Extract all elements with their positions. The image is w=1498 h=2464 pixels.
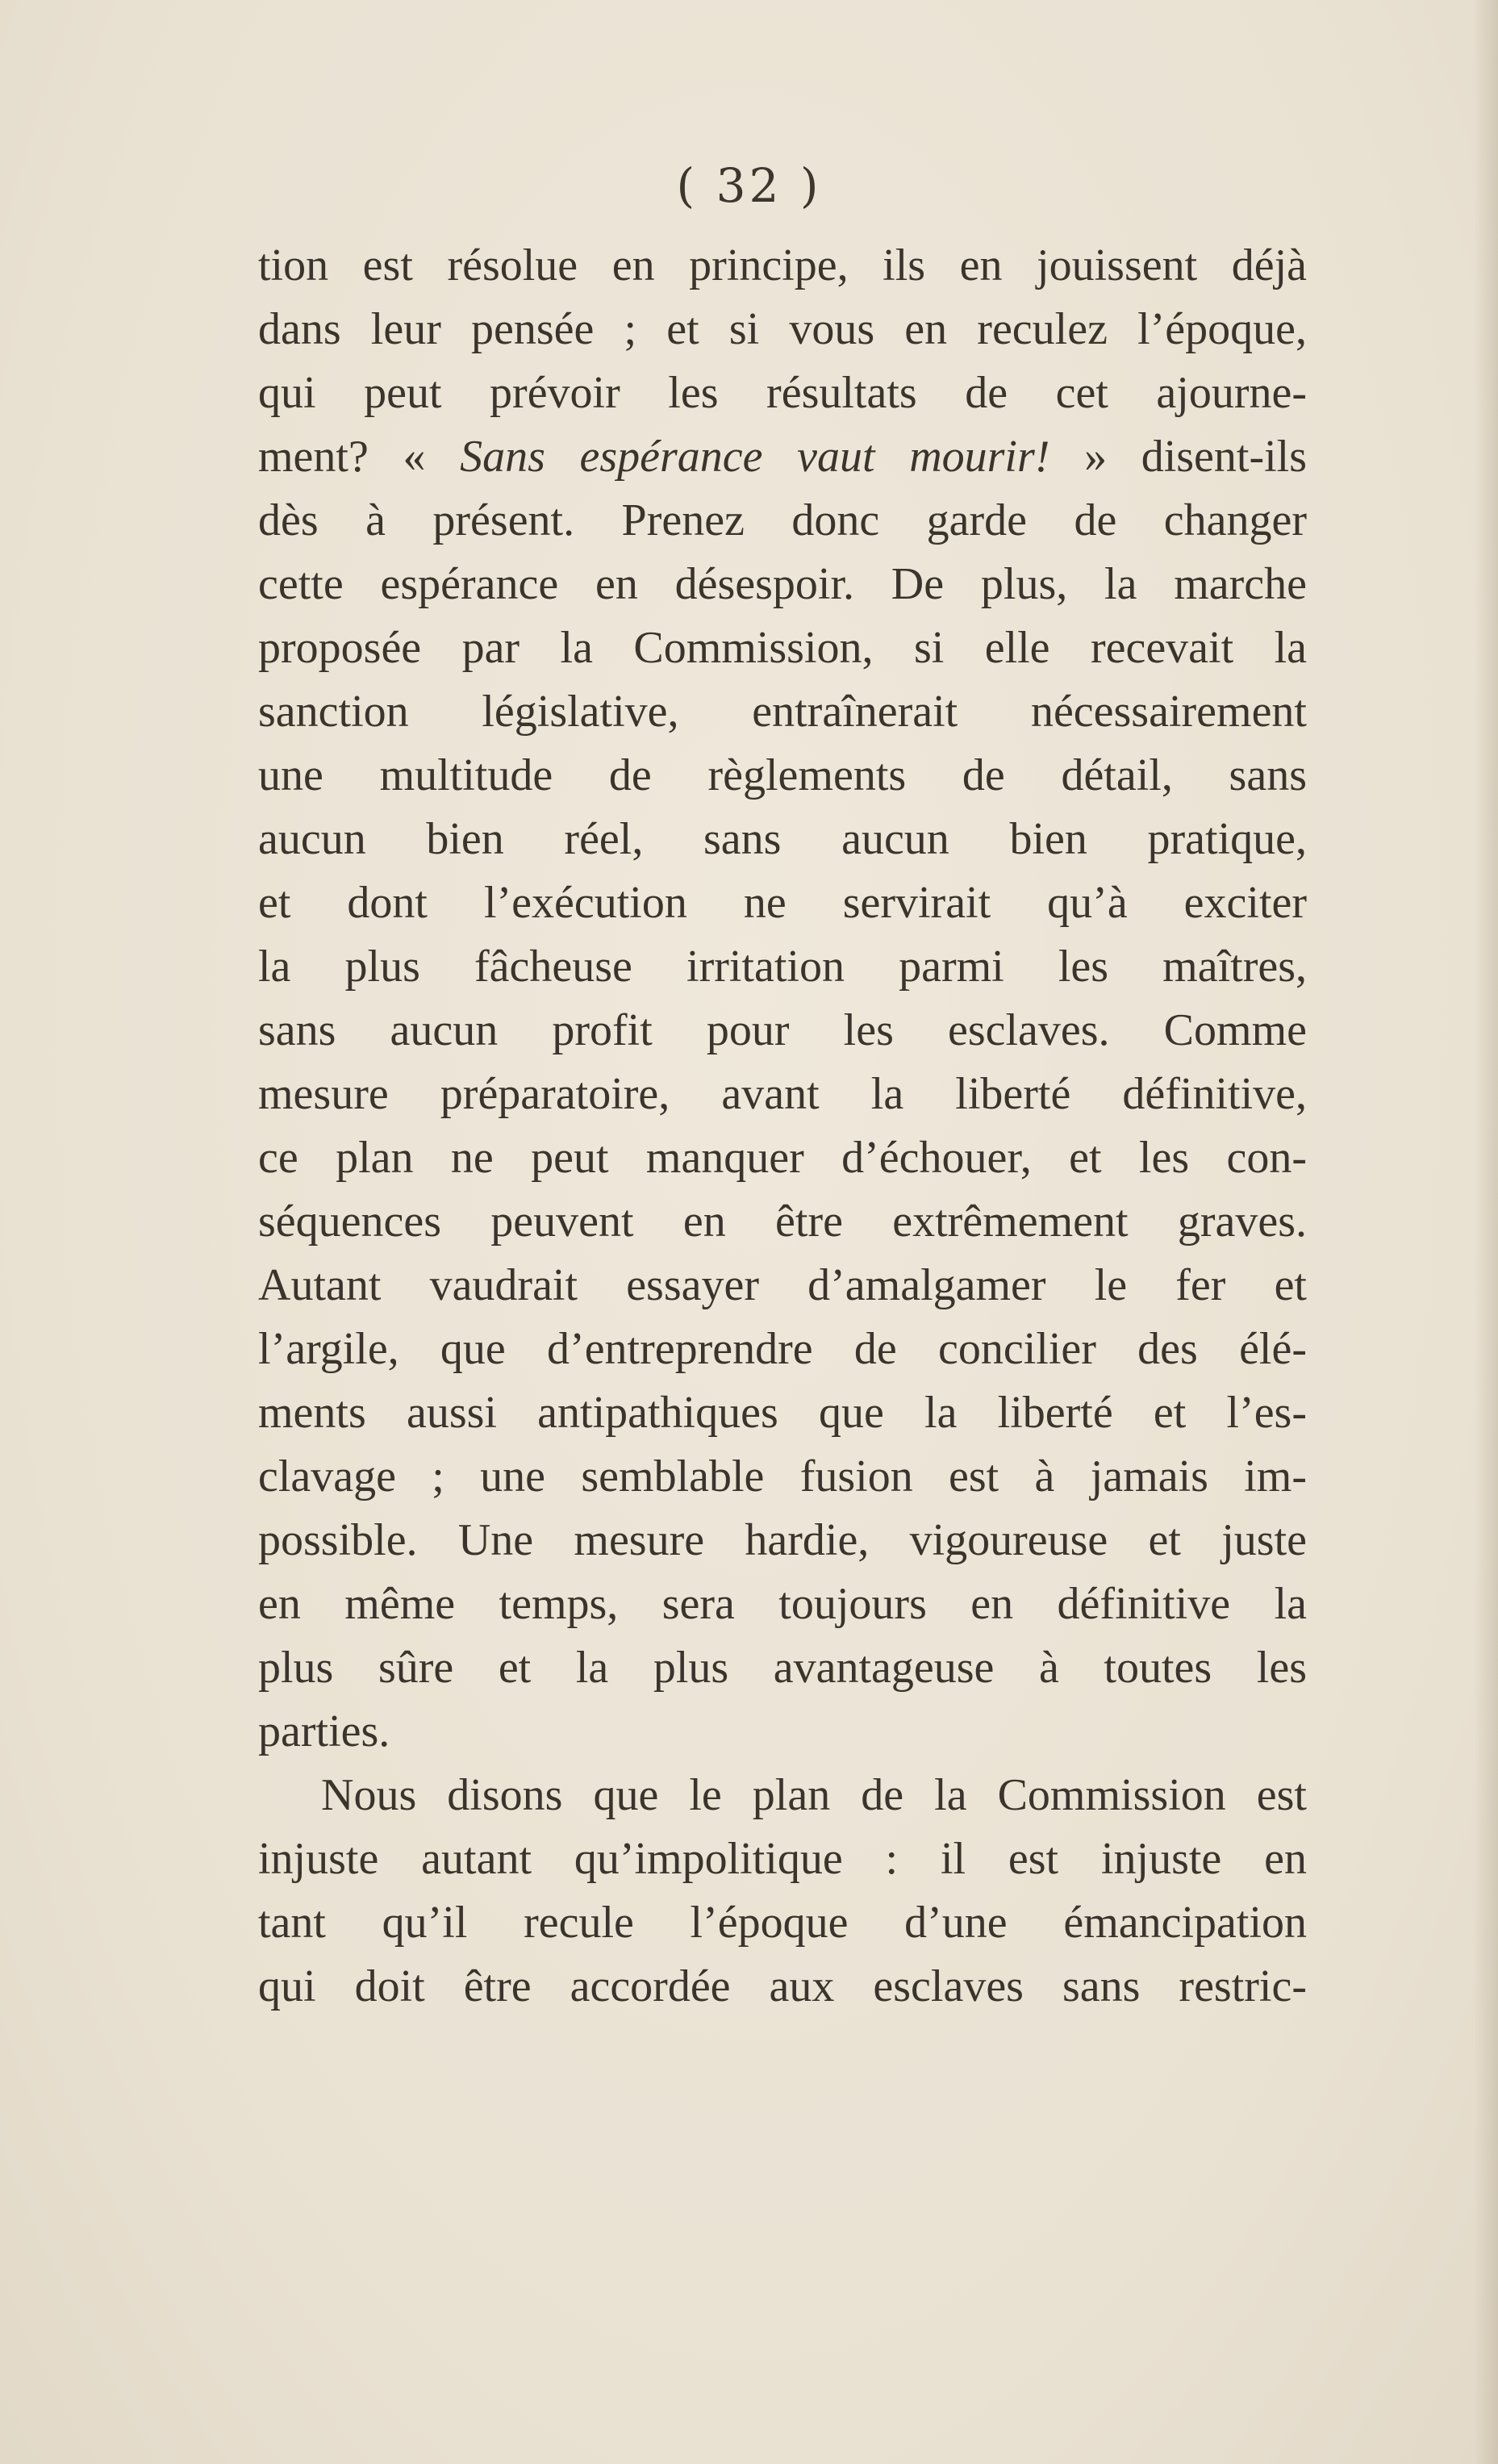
text-line: sanction législative, entraînerait nécessairement [258, 687, 1307, 737]
text-line: qui peut prévoir les résultats de cet ajourne- [258, 368, 1307, 418]
text-segment: » disent-ils [1049, 432, 1308, 482]
text-line: proposée par la Commission, si elle recevait la [258, 623, 1307, 673]
text-line: tion est résolue en principe, ils en jouissent déjà [258, 240, 1307, 290]
text-line: la plus fâcheuse irritation parmi les maîtres, [258, 942, 1307, 992]
text-line: tant qu’il recule l’époque d’une émancipation [258, 1898, 1307, 1948]
text-line: dans leur pensée ; et si vous en reculez l’époque, [258, 304, 1307, 354]
text-line: dès à présent. Prenez donc garde de changer [258, 495, 1307, 545]
text-line: ments aussi antipathiques que la liberté et l’es- [258, 1388, 1307, 1438]
text-line: mesure préparatoire, avant la liberté définitive, [258, 1069, 1307, 1119]
text-line: injuste autant qu’impolitique : il est injuste en [258, 1834, 1307, 1884]
italic-quote: Sans espérance vaut mourir! [460, 432, 1050, 482]
text-line [258, 425, 1307, 489]
text-line: clavage ; une semblable fusion est à jamais im- [258, 1451, 1307, 1501]
text-line: plus sûre et la plus avantageuse à toutes les [258, 1643, 1307, 1693]
text-line: aucun bien réel, sans aucun bien pratique, [258, 814, 1307, 864]
text-line: possible. Une mesure hardie, vigoureuse et juste [258, 1515, 1307, 1565]
page-edge-shadow [1474, 0, 1498, 2464]
text-line: Autant vaudrait essayer d’amalgamer le fer et [258, 1260, 1307, 1310]
body-text [258, 234, 1307, 2019]
text-line: parties. [258, 1706, 390, 1756]
text-segment: ment? « [258, 432, 461, 482]
text-line: cette espérance en désespoir. De plus, la marche [258, 559, 1307, 609]
text-line: en même temps, sera toujours en définitive la [258, 1579, 1307, 1629]
text-line: l’argile, que d’entreprendre de concilier des élé- [258, 1324, 1307, 1374]
text-line: sans aucun profit pour les esclaves. Comme [258, 1005, 1307, 1055]
text-line: et dont l’exécution ne servirait qu’à exciter [258, 878, 1307, 928]
text-line: une multitude de règlements de détail, sans [258, 750, 1307, 800]
paragraph-start-line: Nous disons que le plan de la Commission est [321, 1770, 1307, 1820]
page-number: ( 32 ) [676, 158, 822, 213]
text-line: séquences peuvent en être extrêmement graves. [258, 1197, 1307, 1247]
text-line: ce plan ne peut manquer d’échouer, et les con- [258, 1133, 1307, 1183]
text-line: qui doit être accordée aux esclaves sans restric- [258, 1961, 1307, 2011]
